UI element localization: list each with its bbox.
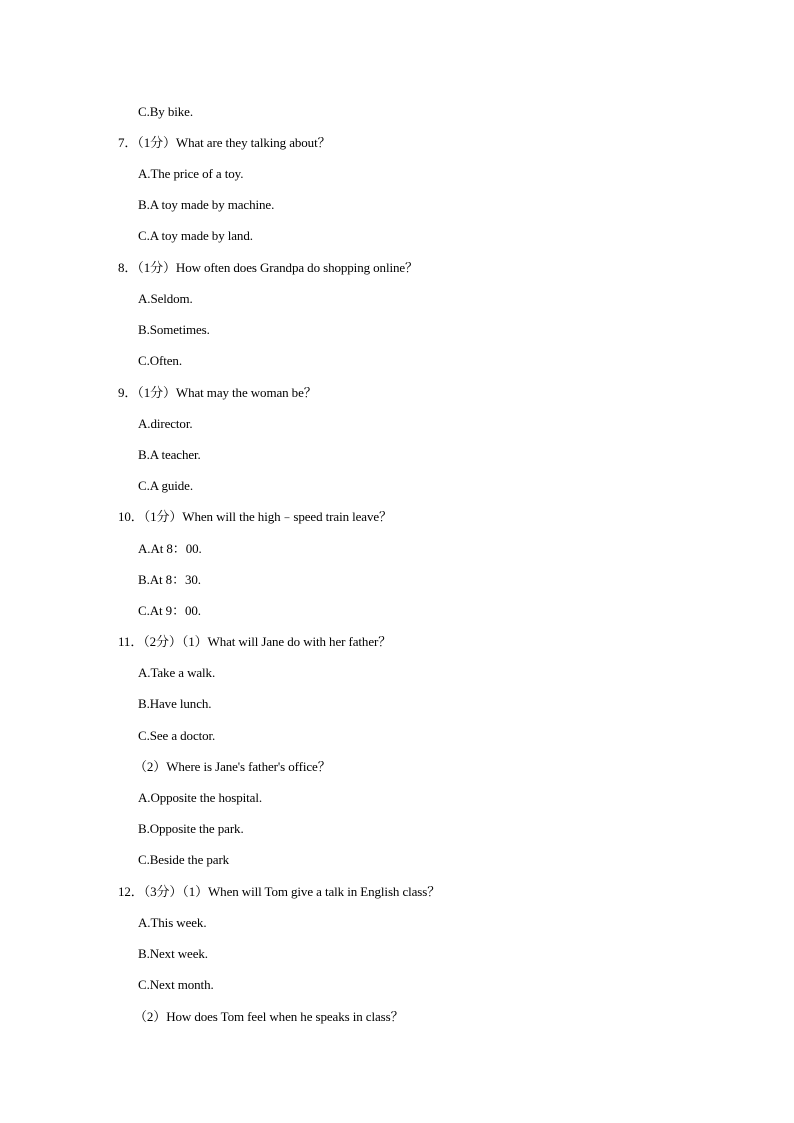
q9-option-a: A.director. xyxy=(138,416,193,431)
question-7: 7．（1分）What are they talking about？ xyxy=(118,135,331,150)
question-12-part-1: 12．（3分）（1）When will Tom give a talk in English class？ xyxy=(118,884,441,899)
q7-option-a: A.The price of a toy. xyxy=(138,166,244,181)
question-12-part-2: （2）How does Tom feel when he speaks in class？ xyxy=(134,1009,404,1024)
q8-option-a: A.Seldom. xyxy=(138,291,193,306)
q6-option-c: C.By bike. xyxy=(138,104,193,119)
q11-2-option-b: B.Opposite the park. xyxy=(138,821,244,836)
q12-1-option-b: B.Next week. xyxy=(138,946,208,961)
q10-option-a: A.At 8：00. xyxy=(138,541,202,556)
q11-2-option-a: A.Opposite the hospital. xyxy=(138,790,262,805)
question-11-part-1: 11．（2分）（1）What will Jane do with her father？ xyxy=(118,634,392,649)
question-9: 9．（1分）What may the woman be？ xyxy=(118,385,317,400)
q10-option-c: C.At 9：00. xyxy=(138,603,201,618)
q11-1-option-b: B.Have lunch. xyxy=(138,696,212,711)
q7-option-b: B.A toy made by machine. xyxy=(138,197,275,212)
q11-1-option-c: C.See a doctor. xyxy=(138,728,216,743)
q12-1-option-c: C.Next month. xyxy=(138,977,214,992)
q9-option-b: B.A teacher. xyxy=(138,447,201,462)
question-10: 10．（1分）When will the high﹣speed train leave？ xyxy=(118,509,392,524)
question-8: 8．（1分）How often does Grandpa do shopping online？ xyxy=(118,260,418,275)
q7-option-c: C.A toy made by land. xyxy=(138,228,253,243)
q10-option-b: B.At 8：30. xyxy=(138,572,201,587)
q12-1-option-a: A.This week. xyxy=(138,915,207,930)
q8-option-b: B.Sometimes. xyxy=(138,322,210,337)
question-11-part-2: （2）Where is Jane's father's office？ xyxy=(134,759,331,774)
q9-option-c: C.A guide. xyxy=(138,478,193,493)
q8-option-c: C.Often. xyxy=(138,353,182,368)
q11-1-option-a: A.Take a walk. xyxy=(138,665,216,680)
q11-2-option-c: C.Beside the park xyxy=(138,852,230,867)
